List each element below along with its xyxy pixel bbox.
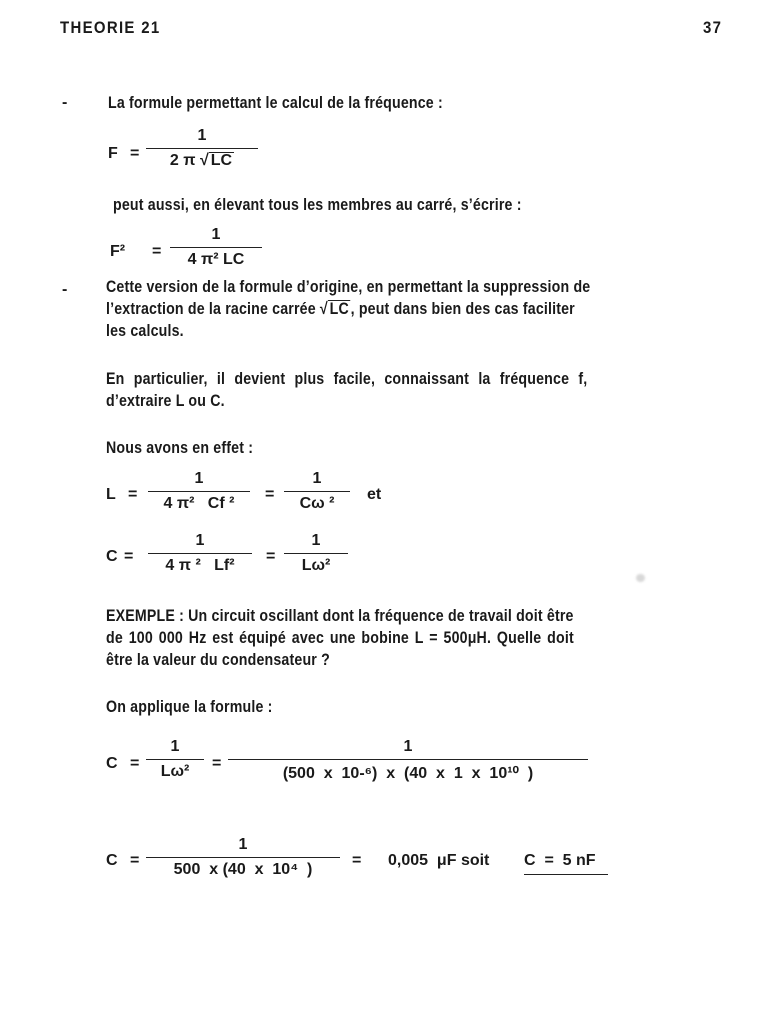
denominator: 4 π ² Lf² [165,557,235,574]
fraction-bar [146,857,340,858]
numerator: 1 [195,532,205,549]
text-line: les calculs. [106,322,184,340]
text-line: être la valeur du condensateur ? [106,651,330,669]
formula-lhs: C [106,852,118,869]
formula-lhs: L [106,486,116,503]
text-line: d’extraire L ou C. [106,392,225,410]
conjunction-text: et [367,486,382,503]
apply-formula-text: On applique la formule : [106,698,273,716]
equals-sign: = [130,852,140,869]
fraction [148,470,250,513]
chapter-title: THEORIE 21 [60,18,161,37]
text-span: , peut dans bien des cas faciliter [350,300,575,318]
denominator: 500 x (40 x 10⁴ ) [173,861,313,878]
denominator: (500 x 10-⁶) x (40 x 1 x 10¹⁰ ) [282,765,534,782]
final-answer: C = 5 nF [524,852,608,875]
fraction-bar [148,491,250,492]
root-content: LC [329,300,349,318]
root-content: LC [210,152,233,169]
text-line: EXEMPLE : Un circuit oscillant dont la fréquence de travail doit être [106,607,574,625]
numerator: 1 [194,470,204,487]
numerator: 1 [403,738,413,755]
numerator: 1 [170,738,180,755]
equals-sign: = [266,548,276,565]
fraction [284,532,348,575]
denominator: Lω² [160,763,190,780]
version-paragraph [106,276,717,342]
equals-sign: = [128,486,138,503]
formula-lhs: C [106,548,118,565]
equals-sign: = [265,486,275,503]
bullet-marker: - [62,281,68,298]
denominator: Cω ² [299,495,335,512]
fraction [146,738,204,781]
fraction-bar [146,148,258,149]
den-prefix: 2 π [169,152,196,169]
numerator: 1 [197,127,207,144]
fraction-bar [284,491,350,492]
fraction-bar [148,553,252,554]
denominator: 4 π² LC [187,251,245,268]
intro-paragraph: La formule permettant le calcul de la fréquence : [108,94,443,112]
numerator: 1 [311,532,321,549]
page-number: 37 [703,18,723,37]
text-span: l’extraction de la racine carrée [106,300,320,318]
fraction [146,127,258,170]
fraction [228,738,588,783]
fraction-bar [170,247,262,248]
fraction [146,836,340,879]
particular-paragraph [106,368,587,412]
fraction-bar [228,759,588,760]
formula-lhs: F [108,145,118,162]
fraction-bar [146,759,204,760]
fraction [170,226,262,269]
equals-sign: = [352,852,362,869]
equals-sign: = [152,243,162,260]
denominator: Lω² [301,557,331,574]
equals-sign: = [130,755,140,772]
radical-icon: √ [199,152,209,169]
example-paragraph [106,605,574,671]
formula-lhs: C [106,755,118,772]
numerator: 1 [238,836,248,853]
denominator [146,152,258,170]
fraction [284,470,350,513]
scan-smudge [636,574,645,582]
result-text: 0,005 μF soit [388,852,490,869]
text-line: de 100 000 Hz est équipé avec une bobine L = 500μH. Quelle doit [106,629,574,647]
fraction [148,532,252,575]
numerator: 1 [211,226,221,243]
nous-avons-paragraph: Nous avons en effet : [106,439,254,457]
text-line: En particulier, il devient plus facile, connaissant la fréquence f, [106,370,588,388]
formula-lhs: F² [110,243,126,260]
equals-sign: = [130,145,140,162]
fraction-bar [284,553,348,554]
bullet-marker: - [62,94,68,111]
equals-sign: = [212,755,222,772]
text-line: Cette version de la formule d’origine, en permettant la suppression de [106,278,591,296]
text-line [106,298,717,320]
middle-paragraph: peut aussi, en élevant tous les membres au carré, s’écrire : [113,196,522,214]
equals-sign: = [124,548,134,565]
numerator: 1 [312,470,322,487]
denominator: 4 π² Cf ² [163,495,235,512]
radical-icon: √ [319,300,328,318]
